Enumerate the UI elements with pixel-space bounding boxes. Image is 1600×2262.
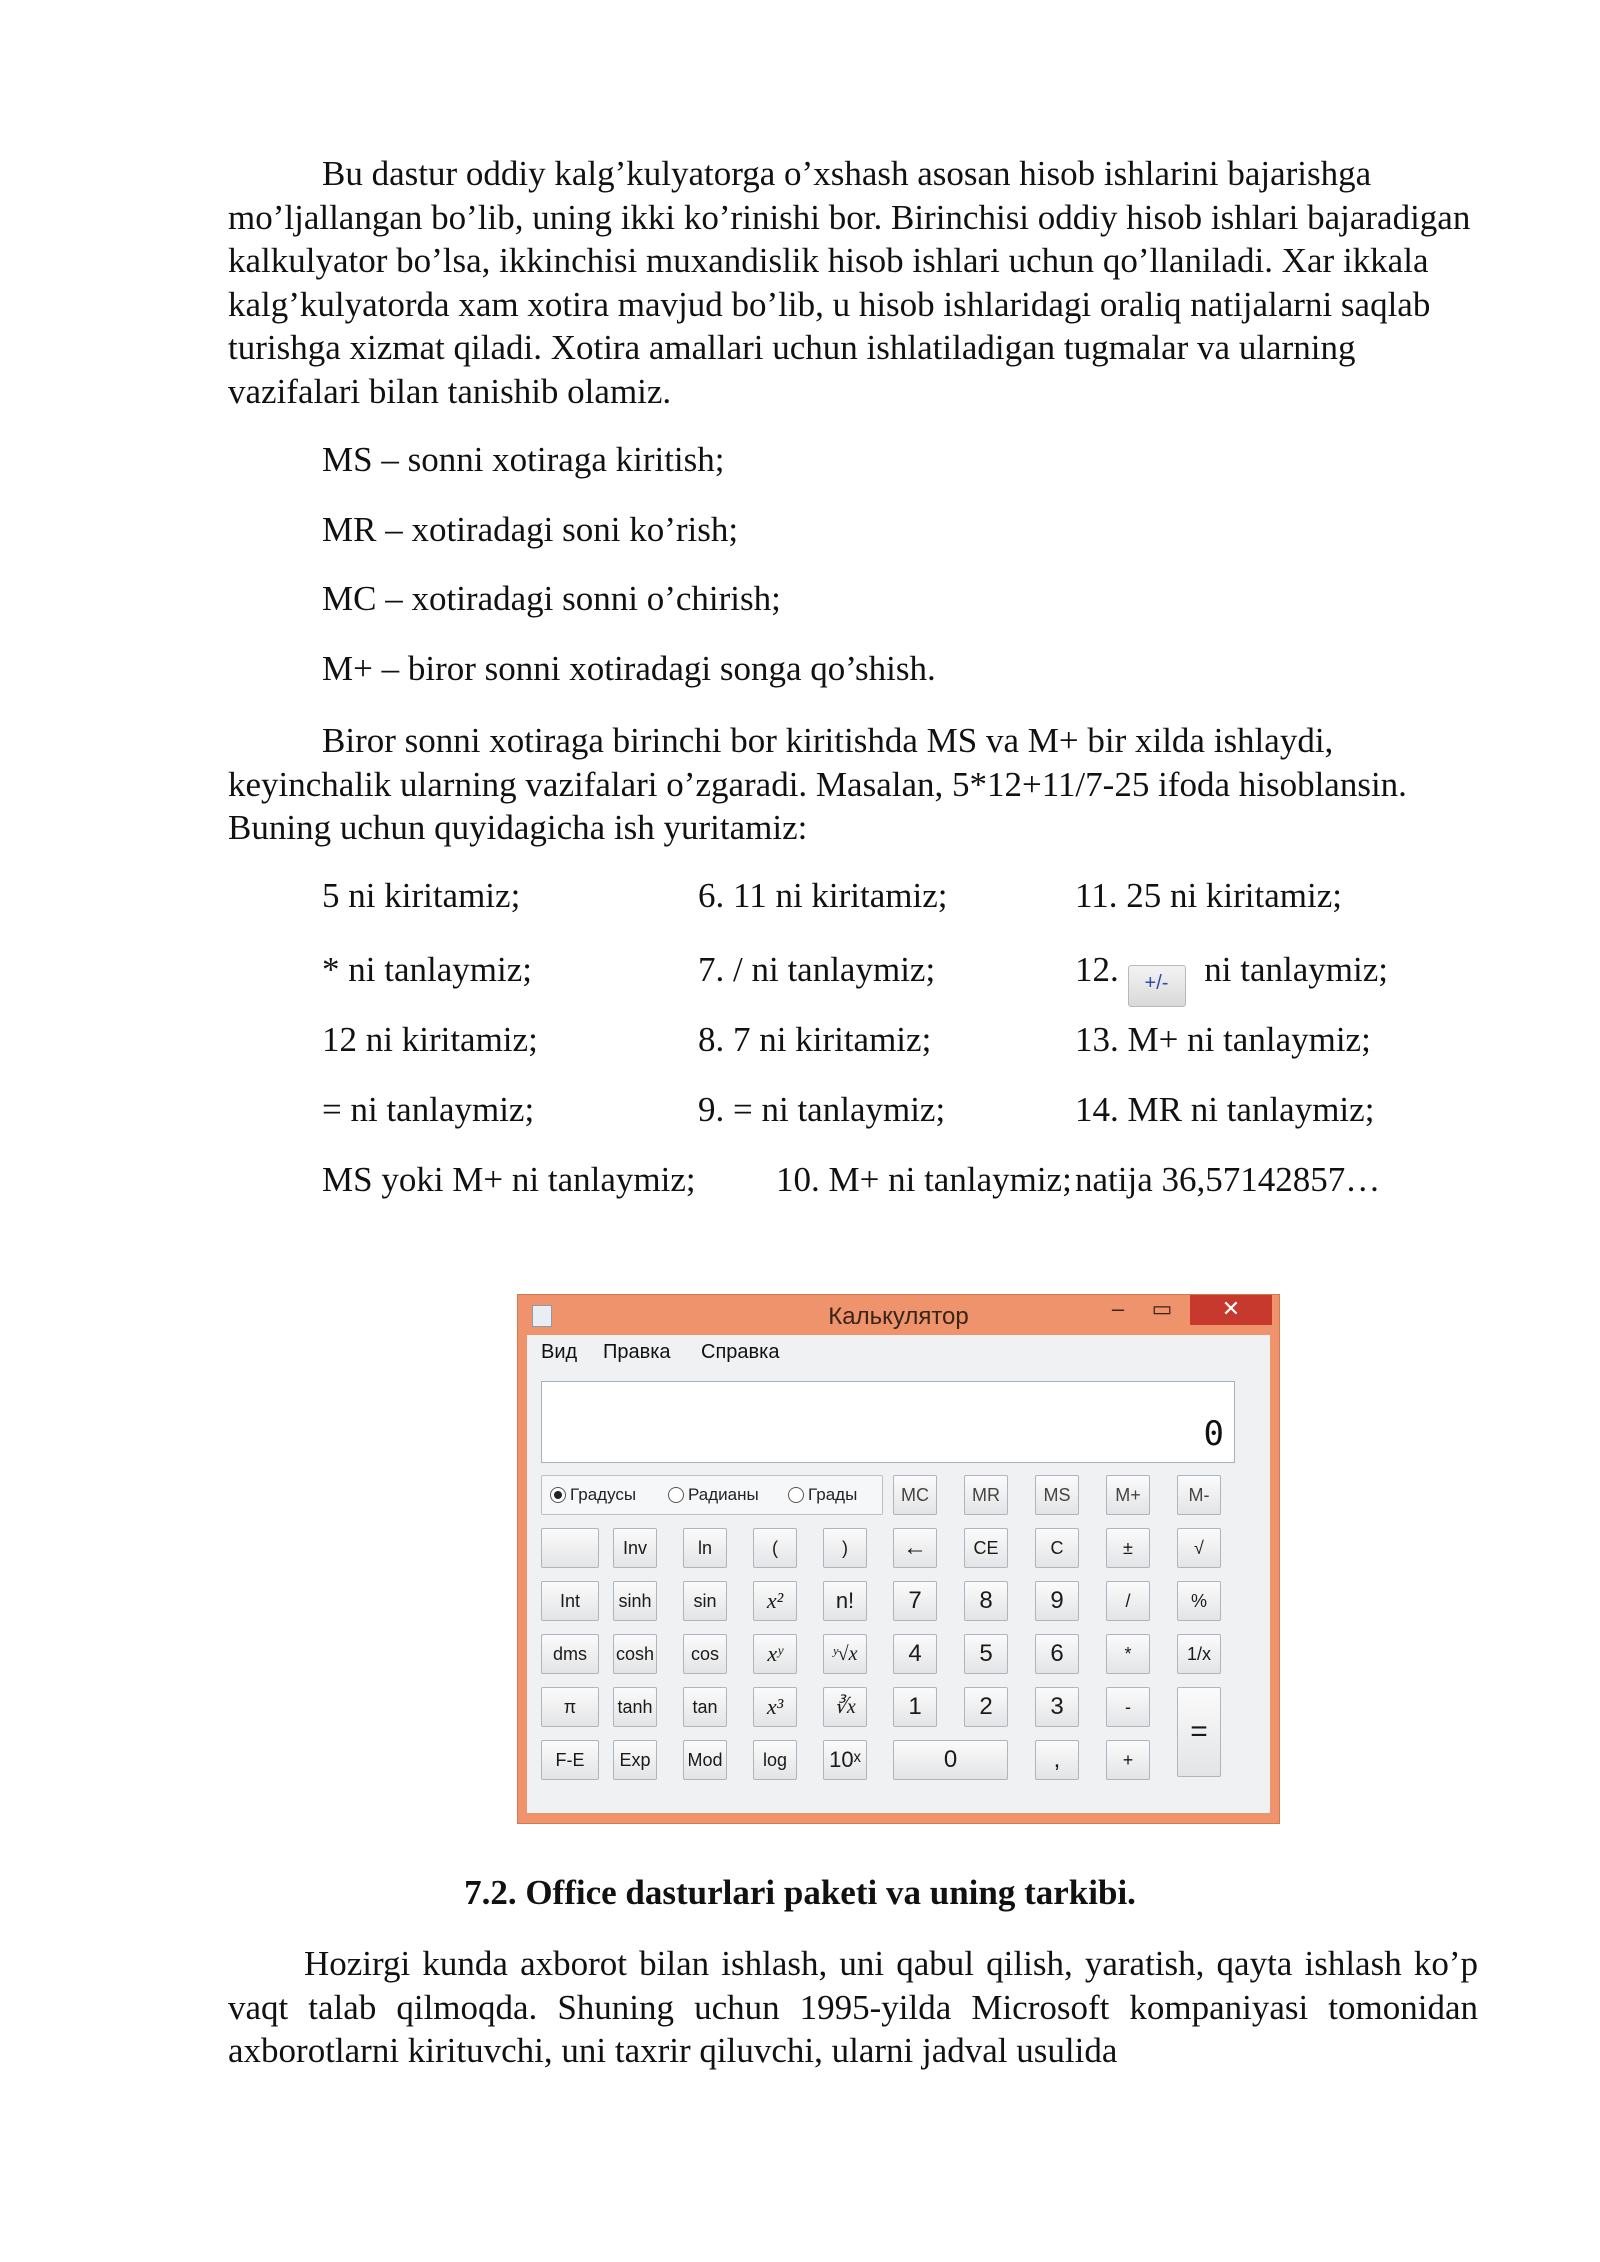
minimize-button[interactable]: – [1111,1296,1125,1321]
step-8: 8. 7 ni kiritamiz; [698,1020,932,1059]
key-7[interactable]: 7 [893,1581,937,1621]
key-pi[interactable]: π [541,1687,599,1727]
key-mc[interactable]: MC [893,1475,937,1515]
calculator-client-area [527,1335,1270,1813]
key-log[interactable]: log [753,1740,797,1780]
step-12-text: ni tanlaymiz; [1204,950,1388,989]
key-cube[interactable]: x³ [753,1687,797,1727]
key-6[interactable]: 6 [1035,1634,1079,1674]
step-7: 7. / ni tanlaymiz; [698,950,936,989]
memory-item-mr: MR – xotiradagi soni ko’rish; [322,510,739,549]
intro-paragraph-text: Bu dastur oddiy kalg’kulyatorga o’xshash asosan hisob ishlarini bajarishga mo’ljallangan bo’lib, uning ikki ko’rinishi bor. Birinchisi oddiy hisob ishlari bajaradigan kalkulyator bo’lsa, ikkinchisi muxandislik hisob ishlari uchun qo’llaniladi. Xar ikkala kalg’kulyatorda xam xotira mavjud bo’lib, u hisob ishlaridagi oraliq natijalarni saqlab turishga xizmat qiladi. Xotira amallari uchun ishlatiladigan tugmalar va ularning vazifalari bilan tanishib olamiz. [228,154,1471,411]
key-exp[interactable]: Exp [613,1740,657,1780]
step-4: = ni tanlaymiz; [322,1090,535,1129]
key-9[interactable]: 9 [1035,1581,1079,1621]
key-factorial[interactable]: n! [823,1581,867,1621]
key-cos[interactable]: cos [683,1634,727,1674]
step-5: MS yoki M+ ni tanlaymiz; [322,1160,696,1199]
key-power[interactable]: xʸ [753,1634,797,1674]
key-c[interactable]: C [1035,1528,1079,1568]
angle-mode-group [541,1475,883,1515]
key-8[interactable]: 8 [964,1581,1008,1621]
key-subtract[interactable]: - [1106,1687,1150,1727]
step-12 [1075,950,1388,1007]
key-multiply[interactable]: * [1106,1634,1150,1674]
key-ln[interactable]: ln [683,1528,727,1568]
step-12-number: 12. [1075,950,1119,989]
calculator-title: Калькулятор [828,1303,969,1330]
example-paragraph-text: Biror sonni xotiraga birinchi bor kiritishda MS va M+ bir xilda ishlaydi, keyinchalik ularning vazifalari o’zgaradi. Masalan, 5*12+11/7-25 ifoda hisoblansin. Buning uchun quyidagicha ish yuritamiz: [228,721,1407,847]
key-dms[interactable]: dms [541,1634,599,1674]
memory-item-mplus: M+ – biror sonni xotiradagi songa qo’shish. [322,649,936,688]
radio-grads-label: Грады [808,1485,858,1504]
key-sinh[interactable]: sinh [613,1581,657,1621]
memory-item-ms: MS – sonni xotiraga kiritish; [322,440,725,479]
radio-icon [668,1487,684,1503]
close-button[interactable]: ✕ [1190,1295,1272,1325]
step-1: 5 ni kiritamiz; [322,876,521,915]
calculator-titlebar[interactable] [518,1295,1279,1335]
step-13: 13. M+ ni tanlaymiz; [1075,1020,1371,1059]
closing-paragraph-text: Hozirgi kunda axborot bilan ishlash, uni qabul qilish, yaratish, qayta ishlash ko’p vaqt talab qilmoqda. Shuning uchun 1995-yilda Microsoft kompaniyasi tomonidan axborotlarni kirituvchi, uni taxrir qiluvchi, ularni jadval usulida [228,1944,1478,2070]
section-heading: 7.2. Office dasturlari paketi va uning tarkibi. [464,1873,1136,1912]
radio-icon [788,1487,804,1503]
key-blank[interactable] [541,1528,599,1568]
result-line: natija 36,57142857… [1075,1160,1381,1199]
key-m-plus[interactable]: M+ [1106,1475,1150,1515]
key-5[interactable]: 5 [964,1634,1008,1674]
key-open-paren[interactable]: ( [753,1528,797,1568]
calculator-display [541,1381,1235,1463]
intro-paragraph [228,152,1478,413]
key-mod[interactable]: Mod [683,1740,727,1780]
key-tan[interactable]: tan [683,1687,727,1727]
key-percent[interactable]: % [1177,1581,1221,1621]
key-reciprocal[interactable]: 1/x [1177,1634,1221,1674]
key-m-minus[interactable]: M- [1177,1475,1221,1515]
key-equals[interactable]: = [1177,1687,1221,1777]
step-3: 12 ni kiritamiz; [322,1020,538,1059]
step-9: 9. = ni tanlaymiz; [698,1090,946,1129]
key-ms[interactable]: MS [1035,1475,1079,1515]
radio-degrees[interactable] [550,1485,636,1505]
key-ce[interactable]: CE [964,1528,1008,1568]
step-10: 10. M+ ni tanlaymiz; [776,1160,1072,1199]
key-3[interactable]: 3 [1035,1687,1079,1727]
key-decimal[interactable]: , [1035,1740,1079,1780]
step-6: 6. 11 ni kiritamiz; [698,876,948,915]
radio-radians[interactable] [668,1485,759,1505]
key-4[interactable]: 4 [893,1634,937,1674]
menu-help[interactable]: Справка [701,1341,780,1363]
key-divide[interactable]: / [1106,1581,1150,1621]
maximize-button[interactable]: ▭ [1151,1296,1173,1321]
key-sin[interactable]: sin [683,1581,727,1621]
menu-edit[interactable]: Правка [603,1341,671,1363]
radio-selected-icon [550,1487,566,1503]
backspace-arrow-icon[interactable]: ← [893,1528,937,1568]
menu-view[interactable]: Вид [541,1341,578,1363]
key-fe[interactable]: F-E [541,1740,599,1780]
key-cosh[interactable]: cosh [613,1634,657,1674]
key-plus-minus[interactable]: ± [1106,1528,1150,1568]
key-0[interactable]: 0 [893,1740,1008,1780]
radio-degrees-label: Градусы [570,1485,637,1504]
key-yroot[interactable]: ʸ√x [823,1634,867,1674]
key-cube-root[interactable]: ∛x [823,1687,867,1727]
memory-item-mc: MC – xotiradagi sonni o’chirish; [322,579,781,618]
example-paragraph [228,719,1478,850]
closing-paragraph [228,1942,1478,2073]
key-int[interactable]: Int [541,1581,599,1621]
step-14: 14. MR ni tanlaymiz; [1075,1090,1375,1129]
step-11: 11. 25 ni kiritamiz; [1075,876,1342,915]
display-value: 0 [1203,1414,1224,1454]
key-tanh[interactable]: tanh [613,1687,657,1727]
key-square[interactable]: x² [753,1581,797,1621]
radio-radians-label: Радианы [688,1485,759,1504]
plus-minus-button-icon: +/- [1128,965,1186,1007]
key-inv[interactable]: Inv [613,1528,657,1568]
key-ten-power[interactable]: 10ˣ [823,1740,867,1780]
key-add[interactable]: + [1106,1740,1150,1780]
key-2[interactable]: 2 [964,1687,1008,1727]
key-mr[interactable]: MR [964,1475,1008,1515]
key-sqrt[interactable]: √ [1177,1528,1221,1568]
radio-grads[interactable] [788,1485,857,1505]
step-2: * ni tanlaymiz; [322,950,532,989]
calculator-window [517,1294,1280,1824]
key-close-paren[interactable]: ) [823,1528,867,1568]
key-1[interactable]: 1 [893,1687,937,1727]
